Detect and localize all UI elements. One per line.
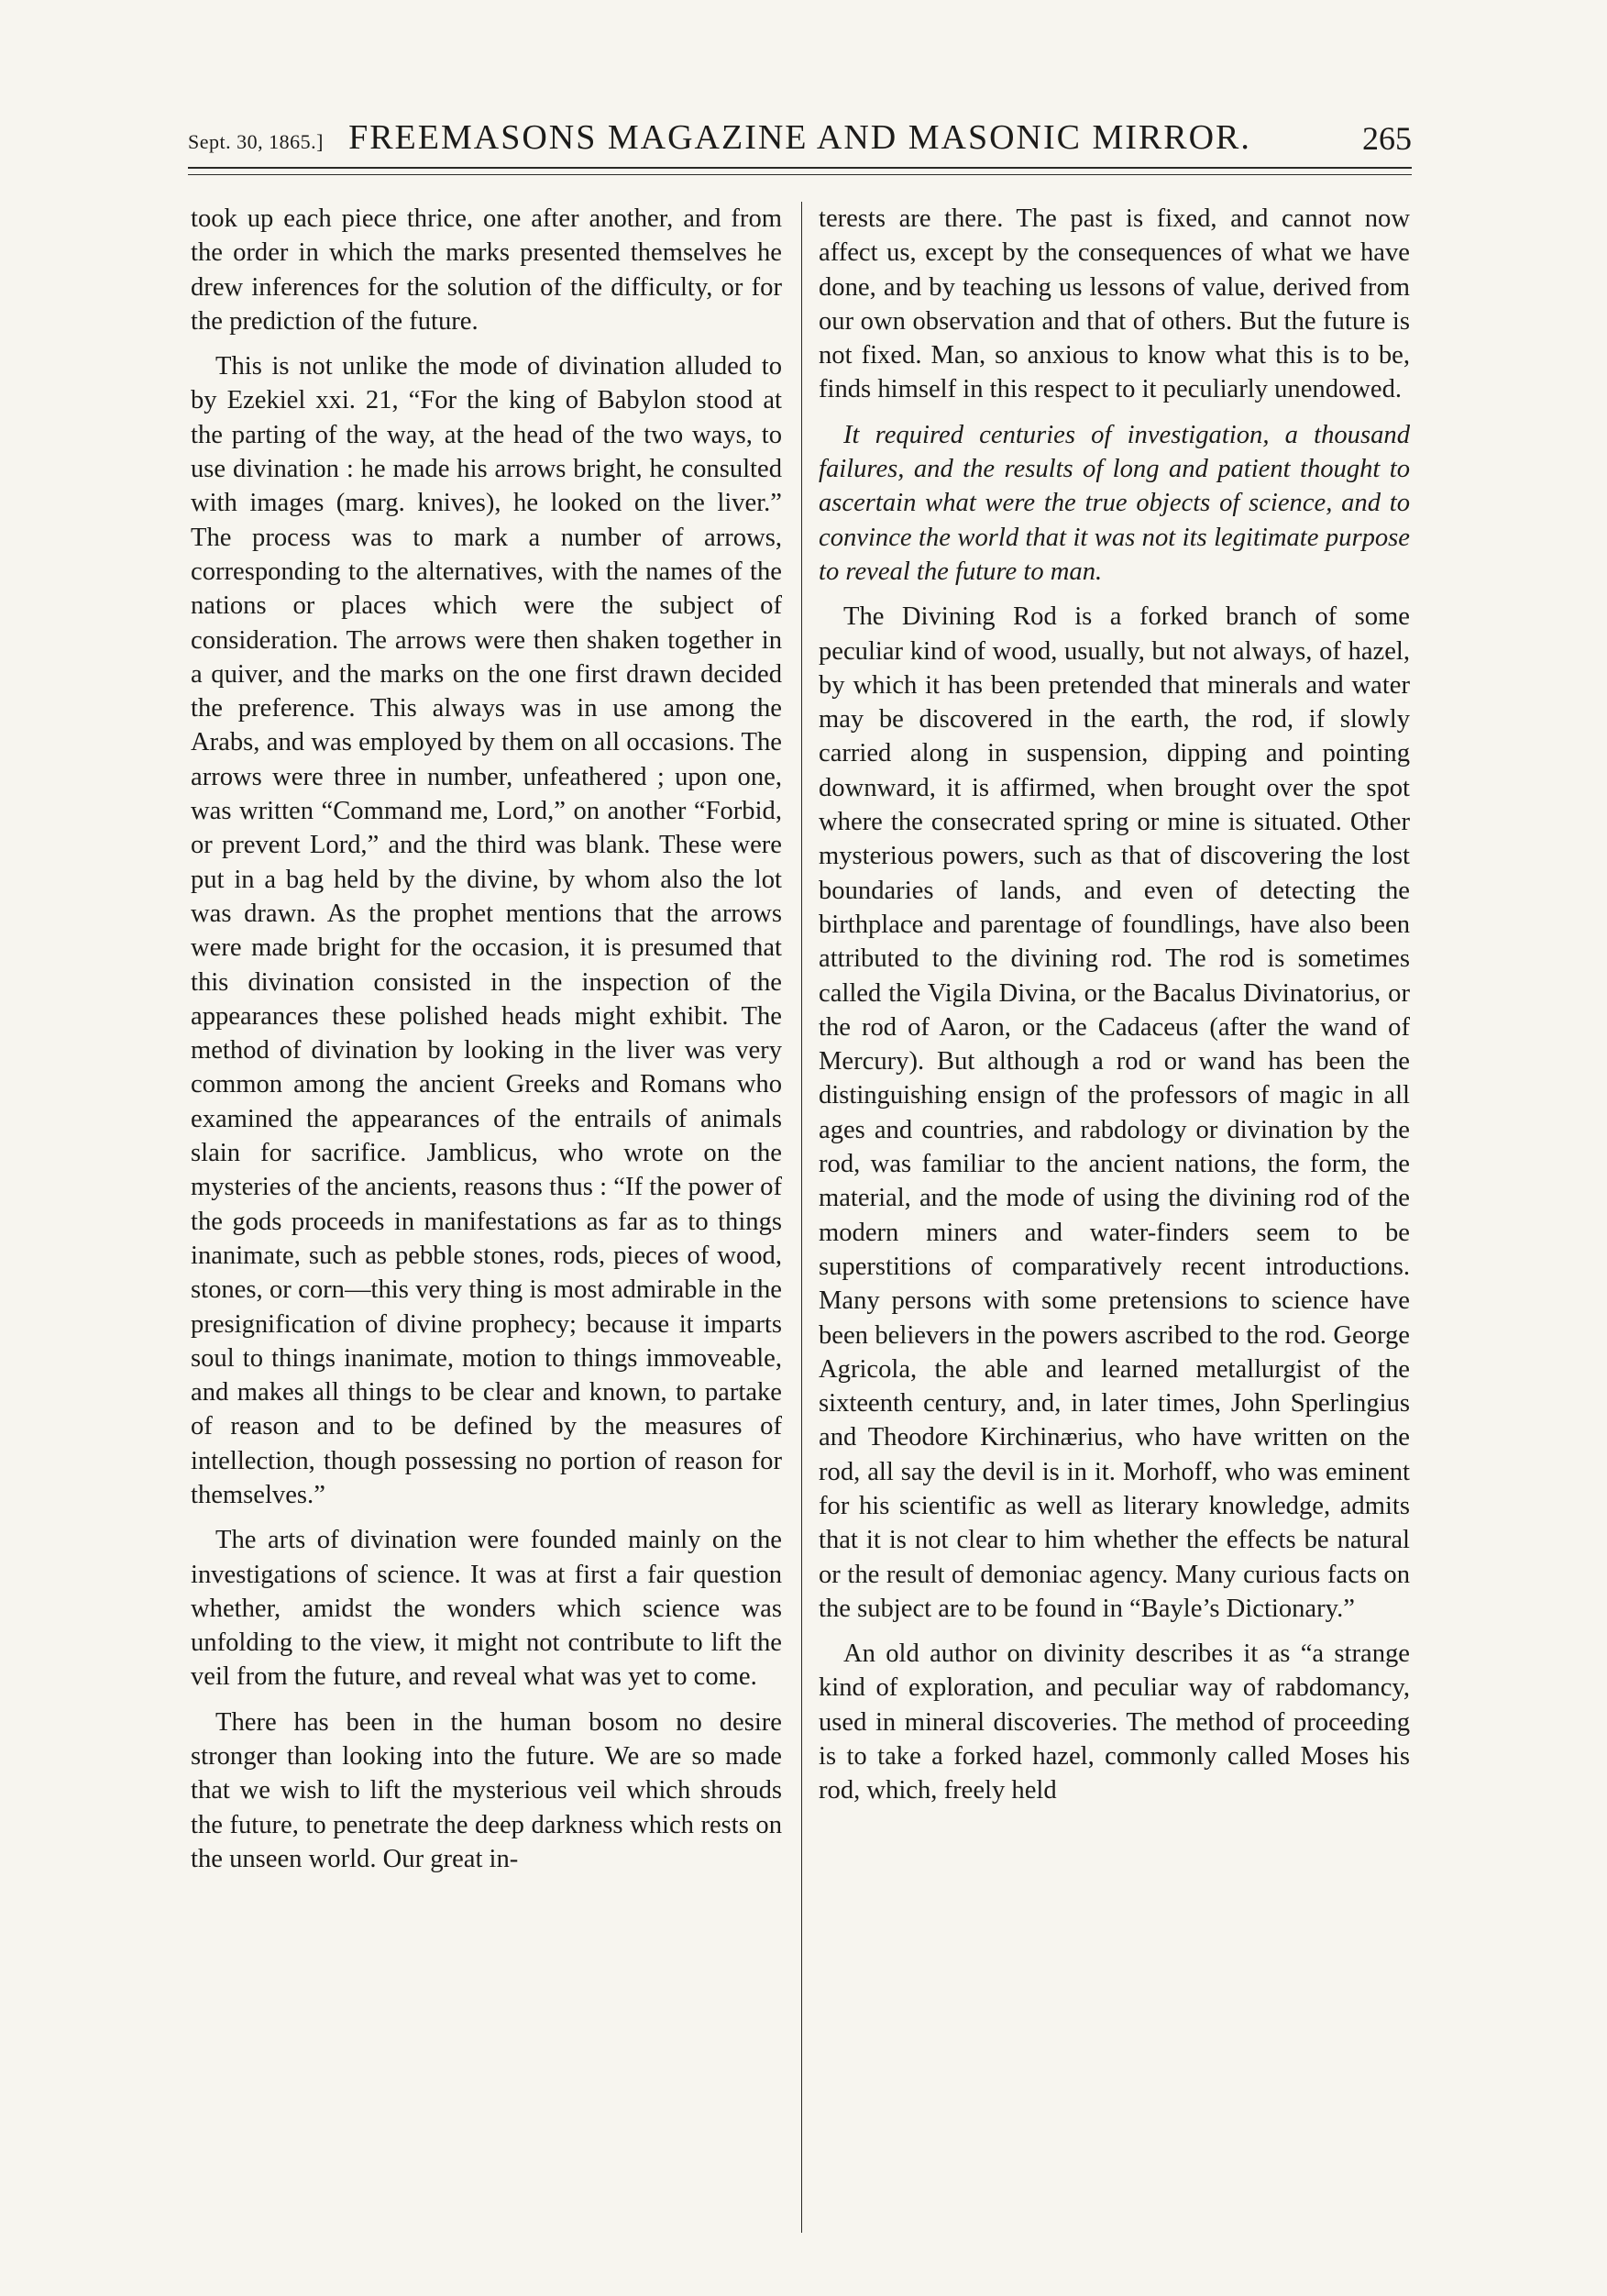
right-column <box>819 202 1410 2256</box>
left-column <box>191 202 782 2256</box>
paragraph: An old author on divinity describes it as “a strange kind of exploration, and peculiar way of rabdomancy, used in mineral discoveries. The method of proceeding is to take a forked hazel, commonly called Moses his rod, which, freely held <box>819 1639 1410 1805</box>
page-header <box>188 117 1412 163</box>
issue-date: Sept. 30, 1865.] <box>188 130 324 153</box>
paragraph: This is not unlike the mode of divination alluded to by Ezekiel xxi. 21, “For the king of Babylon stood at the parting of the way, at the head of the two ways, to use divination : he made his arrows bright, he consulted with images (marg. knives), he looked on the liver.” The process was to mark a number of arrows, corresponding to the alternatives, with the names of the nations or places which were the subject of consideration. The arrows were then shaken together in a quiver, and the marks on the one first drawn decided the preference. This always was in use among the Arabs, and was employed by them on all occasions. The arrows were three in number, unfeathered ; upon one, was written “Command me, Lord,” on another “Forbid, or prevent Lord,” and the third was blank. These were put in a bag held by the divine, by whom also the lot was drawn. As the prophet mentions that the arrows were made bright for the occasion, it is presumed that this divination consisted in the inspection of the appearances these polished heads might exhibit. The method of divination by looking in the liver was very common among the ancient Greeks and Romans who examined the appearances of the entrails of animals slain for sacrifice. Jamblicus, who wrote on the mysteries of the ancients, reasons thus : “If the power of the gods proceeds in manifestations as far as to things inanimate, such as pebble stones, rods, pieces of wood, stones, or corn—this very thing is most admirable in the presignification of divine prophecy; because it imparts soul to things inanimate, motion to things immoveable, and makes all things to be clear and known, to partake of reason and to be defined by the measures of intellection, though possessing no portion of reason for themselves.” <box>191 352 782 1509</box>
paragraph: There has been in the human bosom no desire stronger than looking into the future. We are so made that we wish to lift the mysterious veil which shrouds the future, to penetrate the deep darkness which rests on the unseen world. Our great in- <box>191 1707 782 1873</box>
paragraph: The Divining Rod is a forked branch of some peculiar kind of wood, usually, but not always, of hazel, by which it has been pretended that minerals and water may be discovered in the earth, the rod, if slowly carried along in suspension, dipping and pointing downward, it is affirmed, when brought over the spot where the consecrated spring or mine is situated. Other mysterious powers, such as that of discovering the lost boundaries of lands, and even of detecting the birthplace and parentage of foundlings, have also been attributed to the divining rod. The rod is sometimes called the Vigila Divina, or the Bacalus Divinatorius, or the rod of Aaron, or the Cadaceus (after the wand of Mercury). But although a rod or wand has been the distinguishing ensign of the professors of magic in all ages and countries, and rabdology or divination by the rod, was familiar to the ancient nations, the form, the material, and the mode of using the divining rod of the modern miners and water-finders seem to be superstitions of comparatively recent introductions. Many persons with some pretensions to science have been believers in the powers ascribed to the rod. George Agricola, the able and learned metallurgist of the sixteenth century, and, in later times, John Sperlingius and Theodore Kirchinærius, who have written on the rod, all say the devil is in it. Morhoff, who was eminent for his scientific as well as literary knowledge, admits that it is not clear to him whether the effects be natural or the result of demoniac agency. Many curious facts on the subject are to be found in “Bayle’s Dictionary.” <box>819 602 1410 1623</box>
paragraph: terests are there. The past is fixed, and cannot now affect us, except by the consequences of what we have done, and by teaching us lessons of value, derived from our own observation and that of others. But the future is not fixed. Man, so anxious to know what this is to be, finds himself in this respect to it peculiarly unendowed. <box>819 204 1410 404</box>
magazine-title: FREEMASONS MAGAZINE AND MASONIC MIRROR. <box>348 118 1251 157</box>
header-rule-thick <box>188 167 1412 169</box>
column-divider <box>801 202 802 2233</box>
header-rule-thin <box>188 174 1412 175</box>
page-number: 265 <box>1362 120 1412 157</box>
paragraph: The arts of divination were founded mainly on the investigations of science. It was at first a fair question whether, amidst the wonders which science was unfolding to the view, it might not contribute to lift the veil from the future, and reveal what was yet to come. <box>191 1526 782 1692</box>
paragraph: took up each piece thrice, one after another, and from the order in which the marks presented themselves he drew inferences for the solution of the difficulty, or for the prediction of the future. <box>191 204 782 336</box>
paragraph: It required centuries of investigation, a thousand failures, and the results of long and patient thought to ascertain what were the true objects of science, and to convince the world that it was not its legitimate purpose to reveal the future to man. <box>819 420 1410 586</box>
